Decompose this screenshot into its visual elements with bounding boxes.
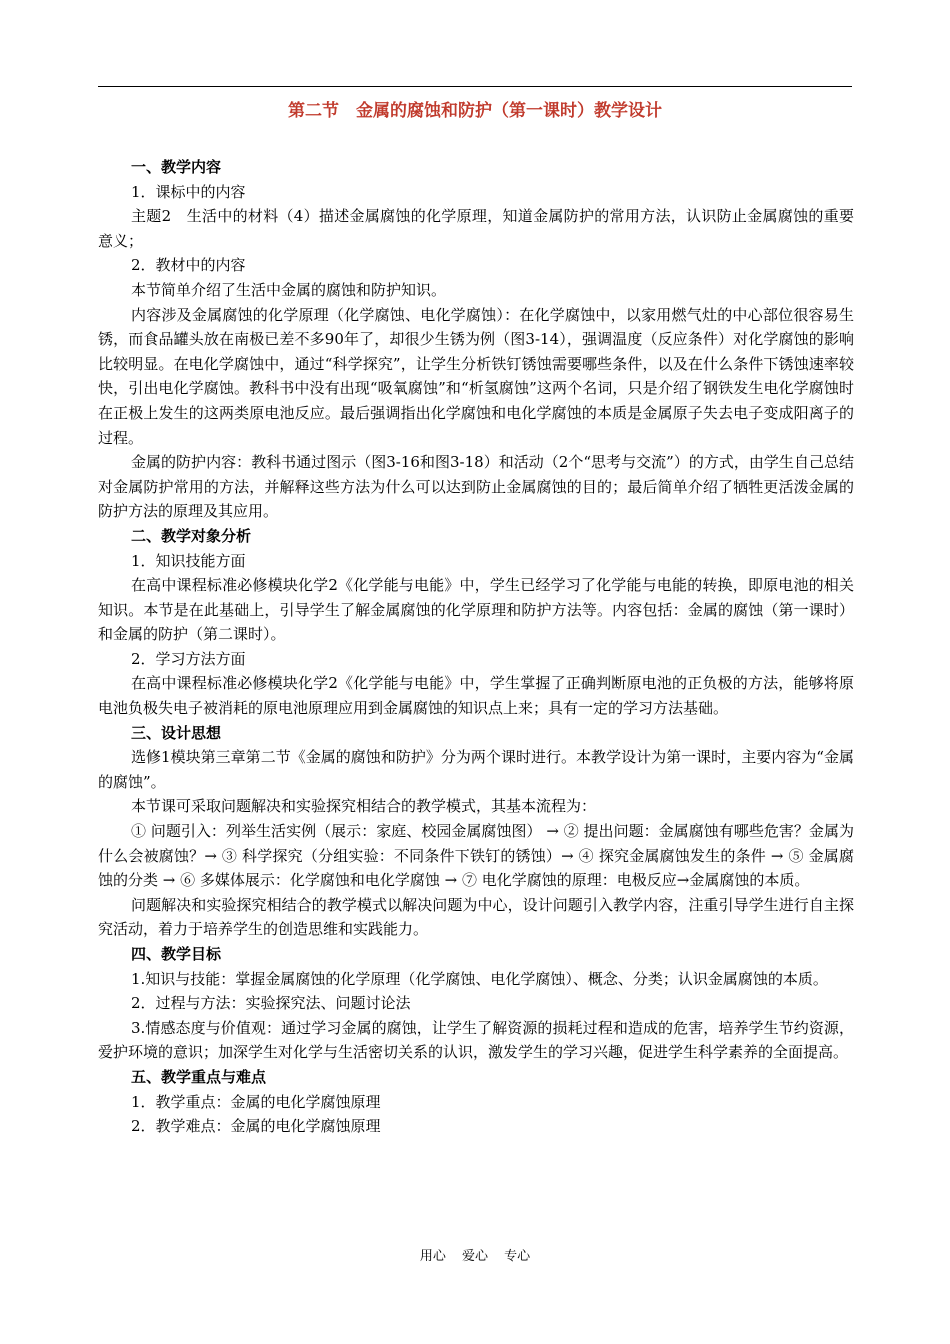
body-paragraph: 选修1模块第三章第二节《金属的腐蚀和防护》分为两个课时进行。本教学设计为第一课时，主要内容为“金属的腐蚀”。 (98, 748, 854, 791)
section-heading: 一、教学内容 (131, 158, 222, 176)
body-paragraph: 2．教材中的内容 (131, 256, 246, 275)
section-heading: 五、教学重点与难点 (131, 1067, 267, 1086)
header-rule (98, 86, 852, 87)
body-paragraph: 1．课标中的内容 (131, 182, 246, 201)
section-heading: 三、设计思想 (131, 723, 222, 742)
body-paragraph: 在高中课程标准必修模块化学2《化学能与电能》中，学生掌握了正确判断原电池的正负极的方法，能够将原电池负极失电子被消耗的原电池原理应用到金属腐蚀的知识点上来；具有一定的学习方法基础。 (98, 674, 854, 718)
body-paragraph: 1．知识技能方面 (131, 551, 246, 570)
body-paragraph: 2．过程与方法：实验探究法、问题讨论法 (131, 994, 411, 1013)
body-paragraph: 2．学习方法方面 (131, 649, 246, 668)
body-paragraph: ① 问题引入：列举生活实例（展示：家庭、校园金属腐蚀图） → ② 提出问题：金属腐蚀有哪些危害？金属为什么会被腐蚀？→ ③ 科学探究（分组实验：不同条件下铁钉的锈蚀）→ ④ 探究金属腐蚀发生的条件 → ⑤ 金属腐蚀的分类 → ⑥ 多媒体展示：化学腐蚀和电化学腐蚀 → ⑦ 电化学腐蚀的原理：电极反应→金属腐蚀的本质。 (98, 822, 854, 890)
body-paragraph: 本节课可采取问题解决和实验探究相结合的教学模式，其基本流程为： (131, 797, 597, 816)
body-paragraph: 金属的防护内容：教科书通过图示（图3-16和图3-18）和活动（2个“思考与交流”）的方式，由学生自己总结对金属防护常用的方法，并解释这些方法为什么可以达到防止金属腐蚀的目的；最后简单介绍了牺牲更活泼金属的防护方法的原理及其应用。 (98, 453, 854, 521)
body-paragraph: 1．教学重点：金属的电化学腐蚀原理 (131, 1092, 381, 1111)
body-paragraph: 2．教学难点：金属的电化学腐蚀原理 (131, 1117, 381, 1136)
document-title: 第二节 金属的腐蚀和防护（第一课时）教学设计 (288, 101, 662, 121)
body-paragraph: 3.情感态度与价值观：通过学习金属的腐蚀，让学生了解资源的损耗过程和造成的危害，培养学生节约资源，爱护环境的意识；加深学生对化学与生活密切关系的认识，激发学生的学习兴趣，促进学生科学素养的全面提高。 (98, 1018, 854, 1062)
body-paragraph: 问题解决和实验探究相结合的教学模式以解决问题为中心，设计问题引入教学内容，注重引导学生进行自主探究活动，着力于培养学生的创造思维和实践能力。 (98, 895, 854, 939)
body-paragraph: 主题2 生活中的材料（4）描述金属腐蚀的化学原理，知道金属防护的常用方法，认识防止金属腐蚀的重要意义； (98, 207, 854, 250)
section-heading: 四、教学目标 (131, 945, 222, 963)
section-heading: 二、教学对象分析 (131, 526, 252, 545)
page-footer: 用心 爱心 专心 (419, 1249, 531, 1264)
body-paragraph: 在高中课程标准必修模块化学2《化学能与电能》中，学生已经学习了化学能与电能的转换，即原电池的相关知识。本节是在此基础上，引导学生了解金属腐蚀的化学原理和防护方法等。内容包括：金属的腐蚀（第一课时）和金属的防护（第二课时）。 (98, 576, 854, 644)
body-paragraph: 本节简单介绍了生活中金属的腐蚀和防护知识。 (131, 280, 447, 299)
document-body (98, 155, 854, 1139)
body-paragraph: 内容涉及金属腐蚀的化学原理（化学腐蚀、电化学腐蚀）：在化学腐蚀中，以家用燃气灶的中心部位很容易生锈，而食品罐头放在南极已差不多90年了，却很少生锈为例（图3-14），强调温度（反应条件）对化学腐蚀的影响比较明显。在电化学腐蚀中，通过“科学探究”，让学生分析铁钉锈蚀需要哪些条件，以及在什么条件下锈蚀速率较快，引出电化学腐蚀。教科书中没有出现“吸氧腐蚀”和“析氢腐蚀”这两个名词，只是介绍了钢铁发生电化学腐蚀时在正极上发生的这两类原电池反应。最后强调指出化学腐蚀和电化学腐蚀的本质是金属原子失去电子变成阳离子的过程。 (98, 305, 854, 447)
body-paragraph: 1.知识与技能：掌握金属腐蚀的化学原理（化学腐蚀、电化学腐蚀）、概念、分类；认识金属腐蚀的本质。 (131, 969, 828, 988)
